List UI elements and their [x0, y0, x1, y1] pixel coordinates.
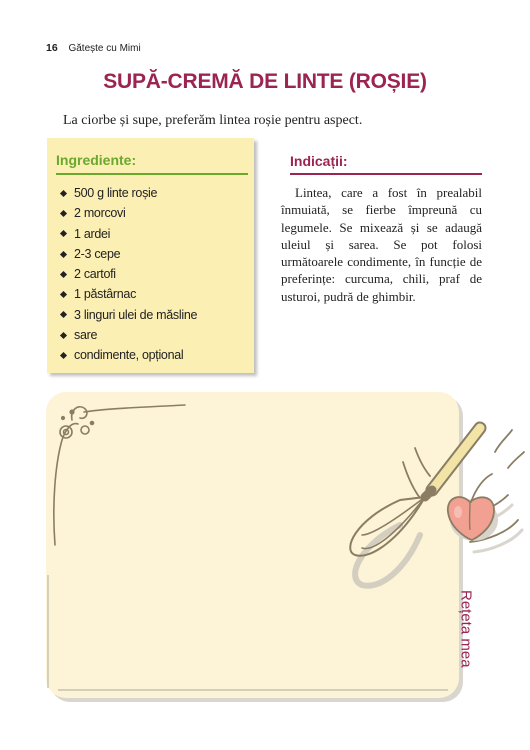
card-body	[46, 392, 459, 698]
list-item: condimente, opțional	[59, 345, 197, 365]
book-title: Gătește cu Mimi	[68, 43, 141, 54]
list-item: 2-3 cepe	[59, 244, 197, 264]
page-number: 16	[46, 42, 58, 54]
list-item: 2 morcovi	[59, 203, 197, 223]
list-item: 500 g linte roșie	[59, 183, 197, 203]
list-item: 2 cartofi	[59, 264, 197, 284]
directions-title: Indicații:	[290, 153, 348, 169]
directions-text: Lintea, care a fost în prealabil înmuiată, se fierbe împreună cu legumele. Se mixează și se adaugă uleiul și sarea. Se pot folosi următoarele condimente, în funcție de preferințe: curcuma, chili, praf de usturoi, pudră de ghimbir.	[281, 185, 482, 304]
recipe-intro: La ciorbe și supe, preferăm lintea roșie pentru aspect.	[63, 113, 363, 128]
recipe-title: SUPĂ-CREMĂ DE LINTE (ROȘIE)	[103, 70, 427, 93]
ingredients-title: Ingrediente:	[56, 152, 137, 168]
my-recipe-label: Rețeta mea	[457, 590, 475, 668]
list-item: 1 ardei	[59, 224, 197, 244]
list-item: 3 linguri ulei de măsline	[59, 305, 197, 325]
list-item: sare	[59, 325, 197, 345]
list-item: 1 păstârnac	[59, 284, 197, 304]
